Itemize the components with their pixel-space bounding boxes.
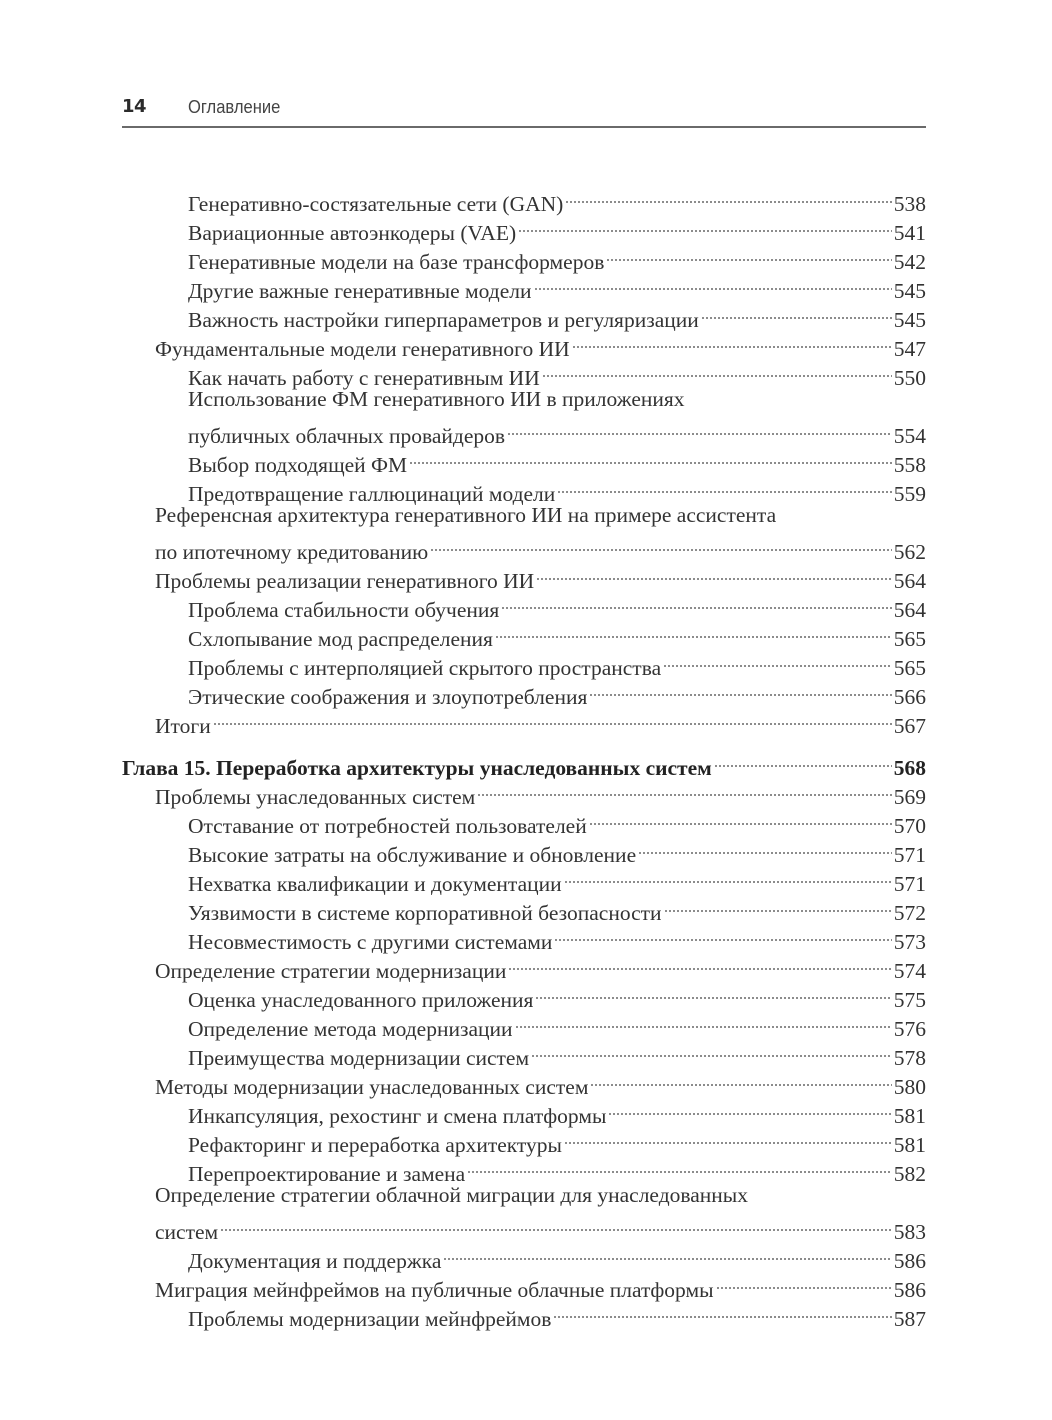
dot-leader — [608, 1094, 891, 1123]
toc-entry[interactable] — [122, 385, 926, 448]
toc-entry-title: Глава 15. Переработка архитектуры унаследованных систем — [122, 756, 712, 780]
toc-entry[interactable] — [122, 1007, 926, 1041]
toc-page-number: 587 — [893, 1307, 926, 1331]
dot-leader — [508, 949, 891, 978]
toc-page-number: 575 — [893, 988, 926, 1012]
dot-leader — [716, 1268, 892, 1297]
toc-entry[interactable] — [122, 588, 926, 622]
toc-entry[interactable] — [122, 891, 926, 925]
dot-leader — [477, 775, 891, 804]
toc-entry-title: Генеративные модели на базе трансформеров — [188, 250, 605, 274]
toc-entry[interactable] — [122, 356, 926, 390]
toc-page-number: 541 — [893, 221, 926, 245]
dot-leader — [714, 746, 892, 775]
toc-page-number: 564 — [893, 569, 926, 593]
toc-entry-title-line: Определение стратегии облачной миграции для унаследованных — [155, 1183, 749, 1207]
dot-leader — [220, 1210, 892, 1239]
toc-page-number: 586 — [893, 1249, 926, 1273]
page-number: 14 — [122, 96, 147, 117]
toc-page-number: 569 — [893, 785, 926, 809]
toc-page-number: 583 — [893, 1220, 926, 1244]
dot-leader — [542, 356, 892, 385]
dot-leader — [443, 1239, 891, 1268]
toc-entry[interactable] — [122, 617, 926, 651]
toc-entry[interactable] — [122, 1297, 926, 1331]
dot-leader — [663, 646, 892, 675]
toc-entry[interactable] — [122, 804, 926, 838]
dot-leader — [590, 1065, 891, 1094]
toc-entry-title: Уязвимости в системе корпоративной безопасности — [188, 901, 662, 925]
toc-page-number: 564 — [893, 598, 926, 622]
running-title: Оглавление — [188, 97, 281, 117]
toc-entry[interactable] — [122, 182, 926, 216]
toc-entry-title: Проблемы с интерполяцией скрытого пространства — [188, 656, 662, 680]
toc-entry-title: публичных облачных провайдеров — [188, 424, 506, 448]
dot-leader — [467, 1152, 892, 1181]
toc-entry[interactable] — [122, 646, 926, 680]
toc-entry[interactable] — [122, 675, 926, 709]
toc-entry[interactable] — [122, 978, 926, 1012]
dot-leader — [213, 704, 892, 733]
toc-page-number: 538 — [893, 192, 926, 216]
toc-entry[interactable] — [122, 472, 926, 506]
toc-entry[interactable] — [122, 1268, 926, 1302]
toc-entry[interactable] — [122, 1152, 926, 1186]
toc-page-number: 578 — [893, 1046, 926, 1070]
toc-page-number: 566 — [893, 685, 926, 709]
toc-entry-title: Проблема стабильности обучения — [188, 598, 500, 622]
toc-entry-title: Проблемы модернизации мейнфреймов — [188, 1307, 552, 1331]
toc-entry-title: Рефакторинг и переработка архитектуры — [188, 1133, 562, 1157]
dot-leader — [564, 862, 892, 891]
toc-entry-title: Вариационные автоэнкодеры (VAE) — [188, 221, 517, 245]
dot-leader — [430, 530, 892, 559]
toc-page-number: 571 — [893, 843, 926, 867]
toc-entry[interactable] — [122, 1094, 926, 1128]
toc-entry-title: систем — [155, 1220, 219, 1244]
toc-entry-title: Миграция мейнфреймов на публичные облачные платформы — [155, 1278, 714, 1302]
toc-page-number: 576 — [893, 1017, 926, 1041]
dot-leader — [557, 472, 891, 501]
dot-leader — [515, 1007, 892, 1036]
toc-entry[interactable] — [122, 775, 926, 809]
toc-entry[interactable] — [122, 1181, 926, 1244]
dot-leader — [564, 1123, 892, 1152]
dot-leader — [589, 804, 892, 833]
toc-page-number: 572 — [893, 901, 926, 925]
toc-page-number: 565 — [893, 656, 926, 680]
toc-entry-title: Проблемы реализации генеративного ИИ — [155, 569, 535, 593]
dot-leader — [518, 211, 892, 240]
toc-entry-title-line: Референсная архитектура генеративного ИИ на примере ассистента — [155, 503, 777, 527]
toc-page-number: 547 — [893, 337, 926, 361]
dot-leader — [507, 414, 892, 443]
dot-leader — [701, 298, 892, 327]
toc-entry[interactable] — [122, 211, 926, 245]
toc-page-number: 581 — [893, 1104, 926, 1128]
toc-entry-title: Выбор подходящей ФМ — [188, 453, 408, 477]
toc-entry[interactable] — [122, 501, 926, 564]
toc-entry-title: Фундаментальные модели генеративного ИИ — [155, 337, 570, 361]
toc-entry[interactable] — [122, 240, 926, 274]
toc-entry-title: Перепроектирование и замена — [188, 1162, 466, 1186]
toc-entry[interactable] — [122, 862, 926, 896]
toc-page-number: 581 — [893, 1133, 926, 1157]
toc-entry-title: Преимущества модернизации систем — [188, 1046, 530, 1070]
toc-page-number: 573 — [893, 930, 926, 954]
toc-page-number: 565 — [893, 627, 926, 651]
dot-leader — [565, 182, 891, 211]
toc-entry[interactable] — [122, 833, 926, 867]
toc-entry[interactable] — [122, 559, 926, 593]
toc-entry-title: Нехватка квалификации и документации — [188, 872, 562, 896]
dot-leader — [534, 269, 892, 298]
toc-page-number: 545 — [893, 308, 926, 332]
toc-page-number: 558 — [893, 453, 926, 477]
toc-entry-title: Схлопывание мод распределения — [188, 627, 493, 651]
dot-leader — [664, 891, 892, 920]
toc-entry-title: Высокие затраты на обслуживание и обновление — [188, 843, 637, 867]
toc-page-number: 567 — [893, 714, 926, 738]
toc-page-number: 574 — [893, 959, 926, 983]
toc-entry-title: по ипотечному кредитованию — [155, 540, 429, 564]
toc-entry-title: Инкапсуляция, рехостинг и смена платформы — [188, 1104, 607, 1128]
toc-entry[interactable] — [122, 298, 926, 332]
table-of-contents — [122, 182, 926, 1331]
toc-entry-title: Несовместимость с другими системами — [188, 930, 553, 954]
toc-entry-title: Документация и поддержка — [188, 1249, 442, 1273]
toc-entry[interactable] — [122, 1065, 926, 1099]
toc-page-number: 570 — [893, 814, 926, 838]
toc-entry-title: Этические соображения и злоупотребления — [188, 685, 588, 709]
toc-entry-title: Итоги — [155, 714, 211, 738]
toc-page-number: 542 — [893, 250, 926, 274]
header-rule — [122, 126, 926, 128]
dot-leader — [535, 978, 891, 1007]
dot-leader — [531, 1036, 892, 1065]
toc-page-number: 586 — [893, 1278, 926, 1302]
toc-entry[interactable] — [122, 327, 926, 361]
toc-entry-title: Отставание от потребностей пользователей — [188, 814, 587, 838]
toc-entry-title: Методы модернизации унаследованных систем — [155, 1075, 589, 1099]
toc-chapter-entry[interactable] — [122, 746, 926, 780]
toc-page-number: 582 — [893, 1162, 926, 1186]
toc-page-number: 571 — [893, 872, 926, 896]
toc-entry-title: Генеративно-состязательные сети (GAN) — [188, 192, 564, 216]
dot-leader — [495, 617, 892, 646]
toc-entry[interactable] — [122, 704, 926, 738]
toc-page-number: 568 — [893, 756, 926, 780]
toc-page-number: 554 — [893, 424, 926, 448]
dot-leader — [589, 675, 891, 704]
toc-entry-title: Определение стратегии модернизации — [155, 959, 507, 983]
toc-page-number: 580 — [893, 1075, 926, 1099]
dot-leader — [501, 588, 891, 617]
toc-entry-title-line: Использование ФМ генеративного ИИ в приложениях — [188, 387, 685, 411]
running-header — [122, 92, 926, 128]
toc-entry-title: Другие важные генеративные модели — [188, 279, 532, 303]
dot-leader — [409, 443, 892, 472]
toc-entry-title: Оценка унаследованного приложения — [188, 988, 534, 1012]
toc-entry[interactable] — [122, 920, 926, 954]
toc-entry-title: Определение метода модернизации — [188, 1017, 513, 1041]
toc-entry-title: Проблемы унаследованных систем — [155, 785, 476, 809]
toc-entry[interactable] — [122, 1123, 926, 1157]
toc-entry[interactable] — [122, 443, 926, 477]
toc-entry-title: Предотвращение галлюцинаций модели — [188, 482, 556, 506]
toc-page-number: 550 — [893, 366, 926, 390]
toc-page-number: 559 — [893, 482, 926, 506]
toc-entry[interactable] — [122, 1239, 926, 1273]
toc-entry[interactable] — [122, 949, 926, 983]
toc-entry[interactable] — [122, 269, 926, 303]
toc-entry-title: Важность настройки гиперпараметров и регуляризации — [188, 308, 699, 332]
dot-leader — [606, 240, 891, 269]
toc-page-number: 545 — [893, 279, 926, 303]
dot-leader — [553, 1297, 891, 1326]
dot-leader — [536, 559, 892, 588]
dot-leader — [638, 833, 892, 862]
dot-leader — [554, 920, 891, 949]
toc-page-number: 562 — [893, 540, 926, 564]
dot-leader — [572, 327, 892, 356]
toc-entry[interactable] — [122, 1036, 926, 1070]
toc-entry-title: Как начать работу с генеративным ИИ — [188, 366, 540, 390]
